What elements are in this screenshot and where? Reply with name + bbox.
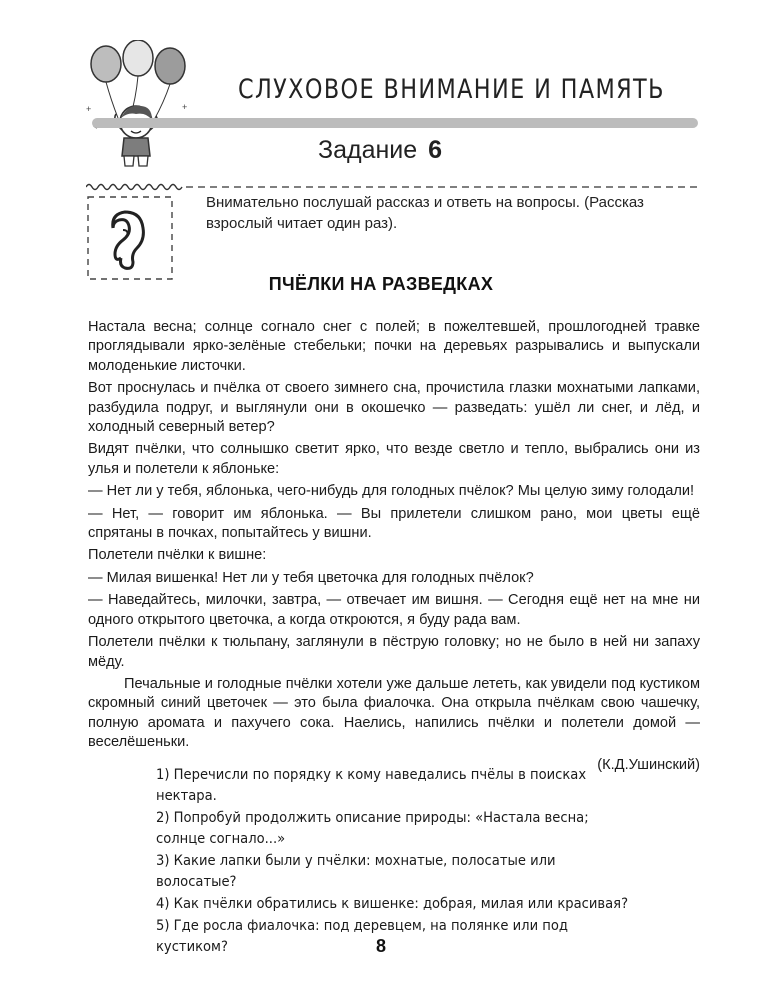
story-paragraph: — Милая вишенка! Нет ли у тебя цветочка для голодных пчёлок? <box>88 569 534 586</box>
task-number: 6 <box>428 136 443 164</box>
question-item: 1) Перечисли по порядку к кому наведались пчёлы в поисках нектара. <box>156 766 587 804</box>
story-paragraph: Печальные и голодные пчёлки хотели уже дальше лететь, как увидели под кустиком скромный синий цветочек — это была фиалочка. Она открыла пчёлкам свою чашечку, полную аромата и пахучего сока. Наелись, напились пчёлки и полетели домой — веселёшеньки. <box>88 675 700 751</box>
question-item: 4) Как пчёлки обратились к вишенке: добрая, милая или красивая? <box>156 895 629 912</box>
wavy-divider <box>86 182 698 192</box>
instruction-text: Внимательно послушай рассказ и ответь на вопросы. (Рассказ взрослый читает один раз). <box>206 194 644 232</box>
story-paragraph: — Нет, — говорит им яблонька. — Вы прилетели слишком рано, мои цветы ещё спрятаны в почках, попытайтесь у вишни. <box>88 505 700 542</box>
question-item: 5) Где росла фиалочка: под деревцем, на полянке или под кустиком? <box>156 917 568 955</box>
story-paragraph: Полетели пчёлки к вишне: <box>88 547 267 564</box>
story-paragraph: — Наведайтесь, милочки, завтра, — отвечает им вишня. — Сегодня ещё нет на мне ни одного открытого цветочка, а когда откроются, я буду рада вам. <box>88 592 700 628</box>
task-heading <box>318 136 442 165</box>
svg-text:+: + <box>86 104 92 114</box>
story-paragraph: Настала весна; солнце согнало снег с полей; в пожелтевшей, прошлогодней травке проглядывали ярко-зелёные стебельки; почки на деревьях разрывались и выпускали молоденькие листочки. <box>88 319 700 374</box>
story-paragraph: Вот проснулась и пчёлка от своего зимнего сна, прочистила глазки мохнатыми лапками, разбудила подруг, и выглянули они в окошечко — разведать: ушёл ли снег, и лёд, и холодный северный ветер? <box>88 380 700 436</box>
story-paragraph: Полетели пчёлки к тюльпану, заглянули в пёструю головку; но не было в ней ни запаху мёду. <box>88 634 700 670</box>
question-item: 3) Какие лапки были у пчёлки: мохнатые, полосатые или волосатые? <box>156 852 556 890</box>
page-number: 8 <box>375 936 386 956</box>
boy-with-balloons-icon <box>78 40 198 170</box>
story-title: ПЧЁЛКИ НА РАЗВЕДКАХ <box>268 274 494 294</box>
ear-icon <box>87 196 173 280</box>
questions-list <box>156 764 636 958</box>
section-title: СЛУХОВОЕ ВНИМАНИЕ И ПАМЯТЬ <box>238 74 665 105</box>
story-text <box>88 318 700 778</box>
task-label: Задание <box>318 136 418 164</box>
header-divider <box>92 118 698 128</box>
question-item: 2) Попробуй продолжить описание природы: «Настала весна; солнце согнало...» <box>156 809 589 847</box>
svg-text:+: + <box>182 102 188 112</box>
story-paragraph: — Нет ли у тебя, яблонька, чего-нибудь для голодных пчёлок? Мы целую зиму голодали! <box>88 483 695 500</box>
story-paragraph: Видят пчёлки, что солнышко светит ярко, что везде светло и тепло, выбрались они из улья и полетели к яблоньке: <box>88 441 700 477</box>
story-author: (К.Д.Ушинский) <box>597 756 700 773</box>
